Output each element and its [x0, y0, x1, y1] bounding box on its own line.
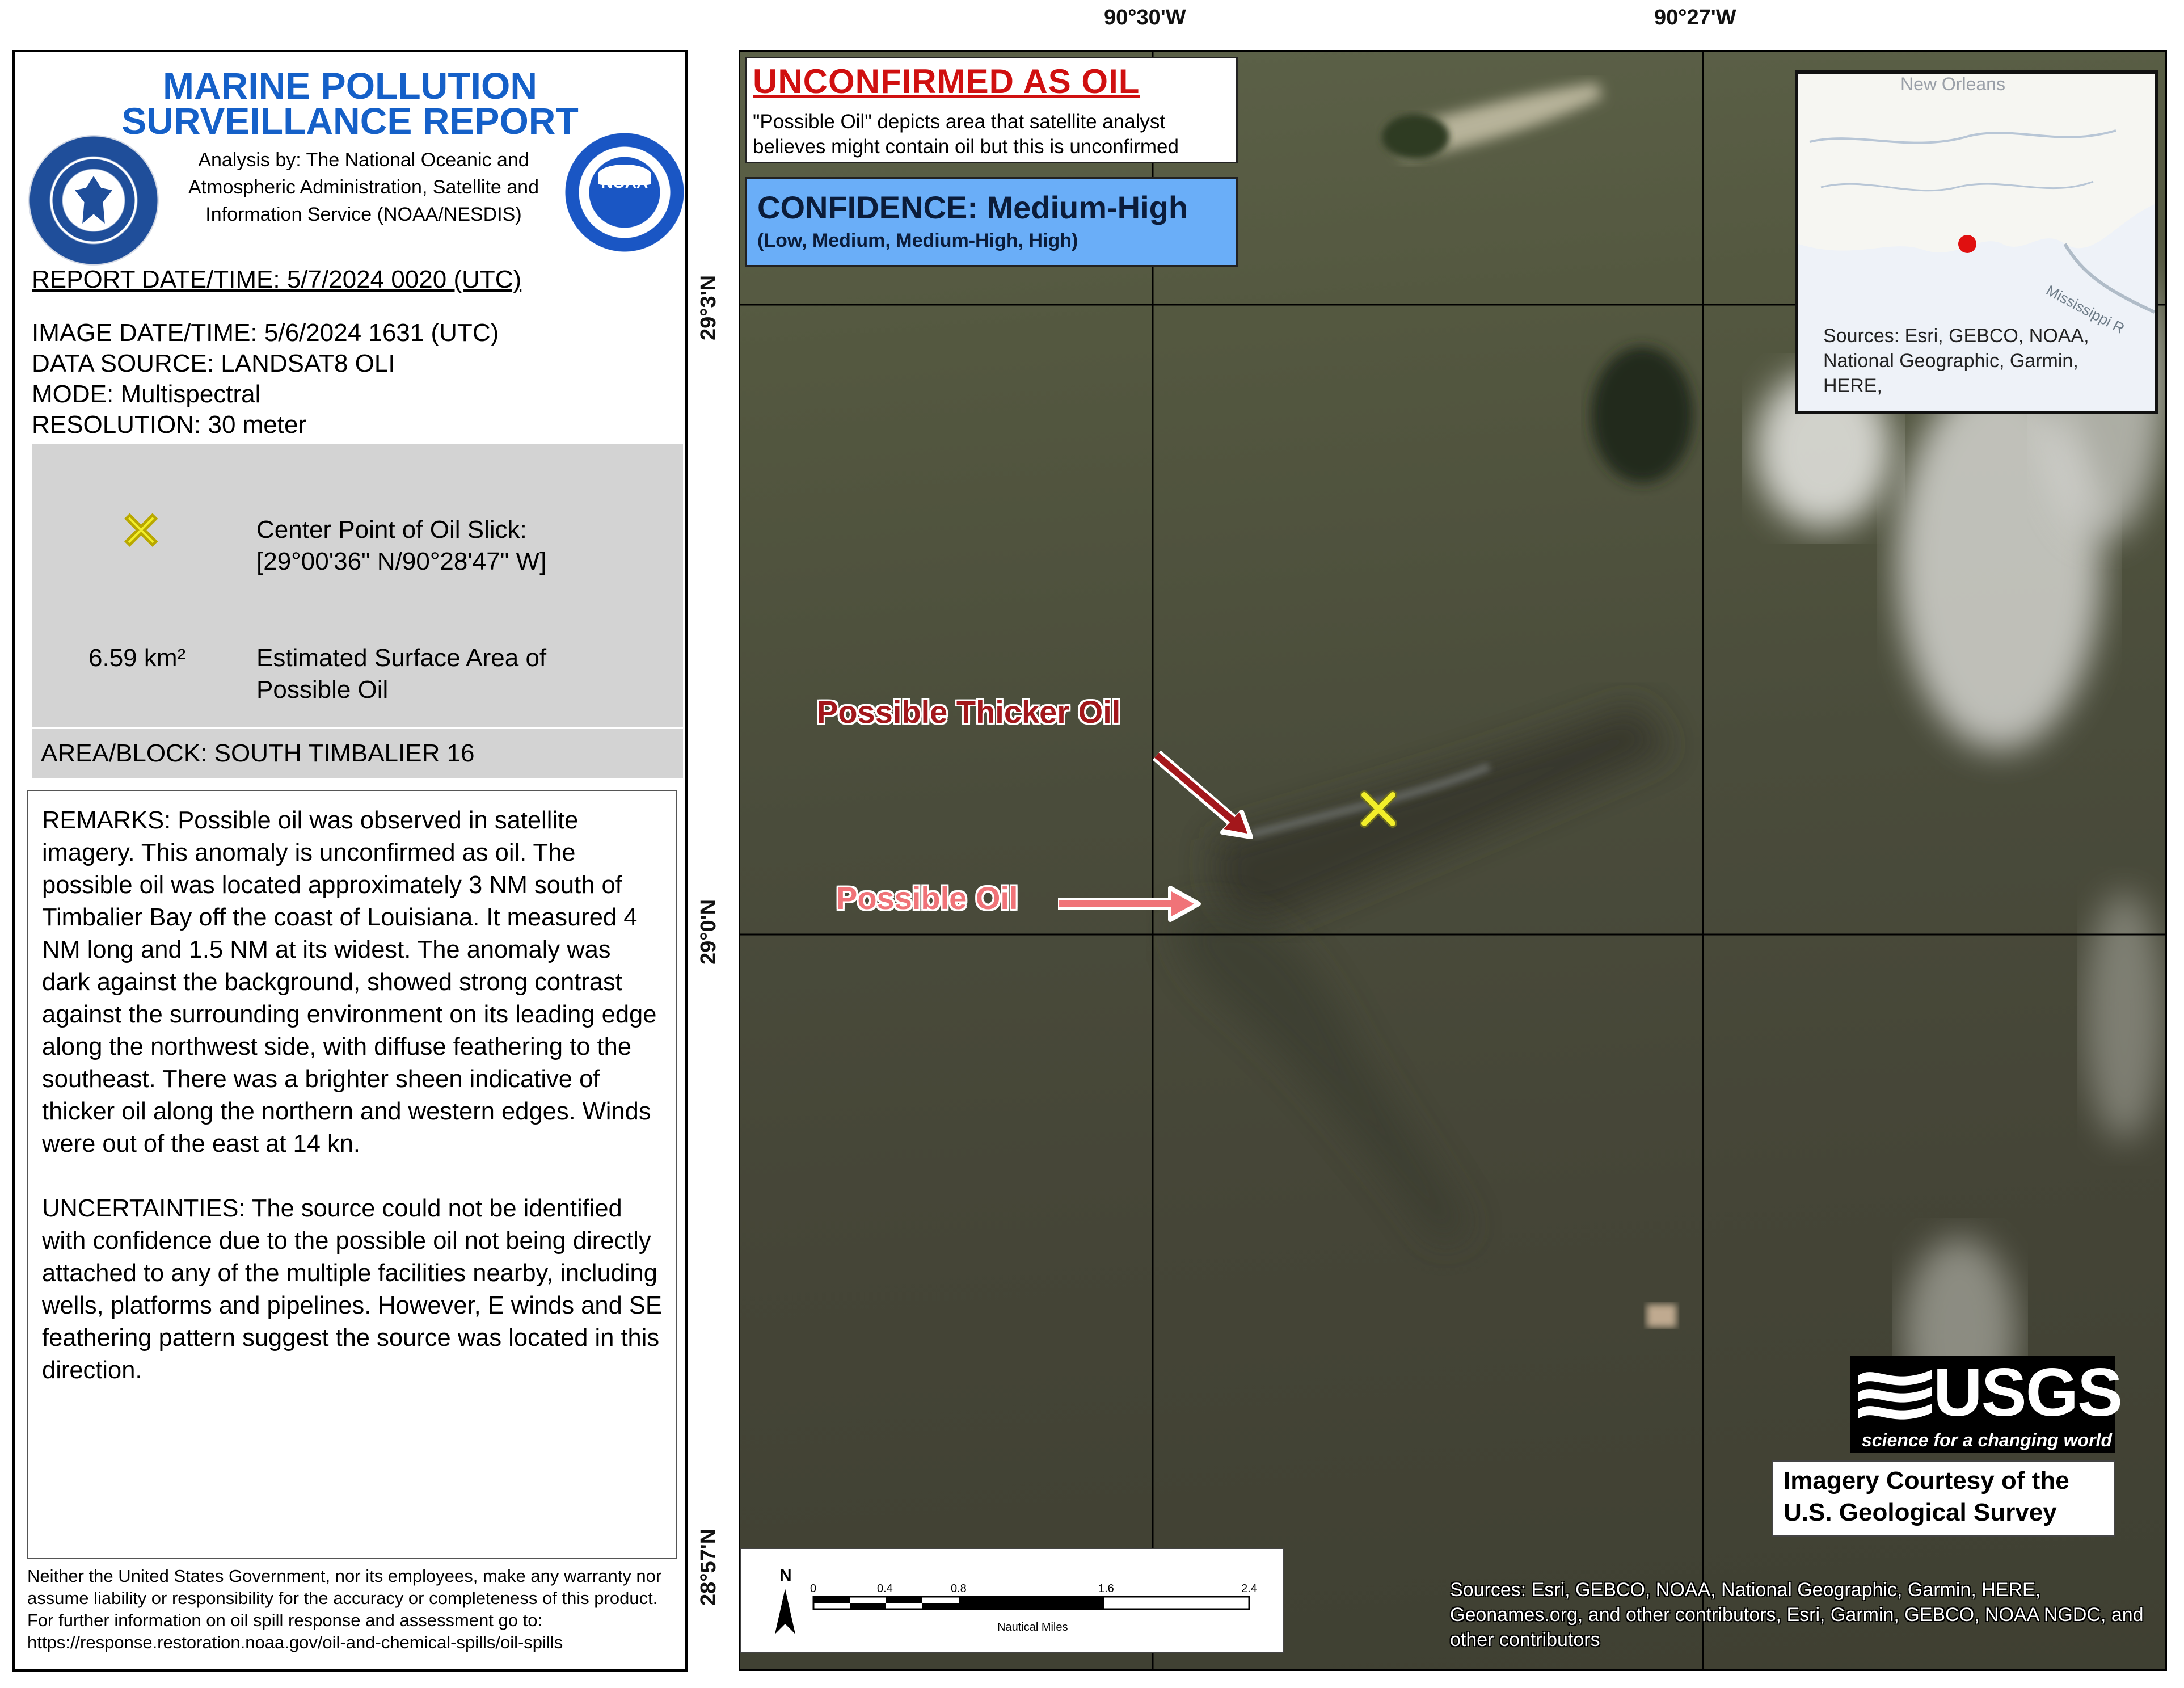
scale-tick-label: 2.4 [1241, 1582, 1257, 1595]
resolution: RESOLUTION: 30 meter [32, 411, 307, 439]
dark-patch [1591, 347, 1693, 483]
inset-city-label: New Orleans [1900, 74, 2005, 94]
center-point-marker-icon: ✕ [120, 503, 163, 560]
scale-tick-label: 0 [810, 1582, 817, 1595]
further-info-text: For further information on oil spill response and assessment go to: [27, 1610, 543, 1630]
latitude-label: 29°0'N [697, 899, 720, 965]
legend-area-label: Possible Oil [256, 676, 389, 704]
imagery-courtesy [1772, 1460, 2115, 1537]
image-info-block [32, 318, 499, 440]
map-sources: Sources: Esri, GEBCO, NOAA, National Geographic, Garmin, HERE, Geonames.org, and other contributors, Esri, Garmin, GEBCO, NOAA NGDC, and other contributors [1450, 1579, 2144, 1651]
thicker-oil-arrow [1157, 755, 1251, 837]
longitude-label: 90°27'W [1654, 6, 1736, 30]
usgs-wordmark: USGS [1933, 1354, 2122, 1430]
location-dot-icon [1958, 235, 1976, 253]
report-datetime: REPORT DATE/TIME: 5/7/2024 0020 (UTC) [32, 266, 522, 293]
noaa-logo-text: NOAA [601, 174, 648, 191]
remarks-text: REMARKS: Possible oil was observed in satellite imagery. This anomaly is unconfirmed as oil. The possible oil was located approximately 3 NM south of Timbalier Bay off the coast of Louisiana. It measured 4 NM long and 1.5 NM at its widest. The anomaly was dark against the background, showed strong contrast against the surrounding environment on its leading edge along the northwest side, with diffuse feathering to the southeast. There was a brighter sheen indicative of thicker oil along the northern and western edges. Winds were out of the east at 14 kn. [42, 807, 657, 1157]
latitude-label: 28°57'N [697, 1528, 720, 1606]
possible-oil-slick [1215, 704, 1671, 921]
unconfirmed-description-line: believes might contain oil but this is unconfirmed [753, 136, 1179, 158]
vegetation-patch [1381, 114, 1449, 159]
area-block-text: AREA/BLOCK: SOUTH TIMBALIER 16 [41, 739, 475, 767]
longitude-label: 90°30'W [1104, 6, 1186, 30]
noaa-logo-icon [564, 132, 685, 253]
platform [1647, 1304, 1676, 1327]
confidence-level: CONFIDENCE: Medium-High [757, 190, 1188, 225]
remarks-box [27, 790, 677, 1559]
report-title-line2: SURVEILLANCE REPORT [121, 100, 579, 142]
unconfirmed-description [753, 110, 1235, 159]
analysis-line: Atmospheric Administration, Satellite and [188, 176, 539, 198]
confidence-scale: (Low, Medium, Medium-High, High) [757, 230, 1078, 251]
scale-bar-graphic [741, 1549, 1283, 1652]
data-source: DATA SOURCE: LANDSAT8 OLI [32, 350, 395, 377]
legend-center-point-label: Center Point of Oil Slick: [256, 516, 527, 544]
legend-center-point-value: [29°00'36" N/90°28'47" W] [256, 548, 547, 575]
unconfirmed-description-line: "Possible Oil" depicts area that satellite analyst [753, 111, 1166, 133]
scale-tick-label: 1.6 [1098, 1582, 1114, 1595]
possible-thicker-oil-label: Possible Thicker Oil [817, 694, 1121, 730]
scale-unit-label: Nautical Miles [997, 1621, 1068, 1634]
north-arrow-icon [775, 1589, 795, 1634]
imaging-mode: MODE: Multispectral [32, 380, 261, 408]
scale-bar [740, 1548, 1284, 1653]
image-datetime: IMAGE DATE/TIME: 5/6/2024 1631 (UTC) [32, 319, 499, 347]
report-title-line1: MARINE POLLUTION [163, 65, 537, 107]
confidence-box [745, 177, 1238, 267]
possible-oil-label: Possible Oil [836, 880, 1018, 916]
courtesy-line: U.S. Geological Survey [1784, 1498, 2057, 1526]
legend-area-value: 6.59 km² [88, 644, 186, 672]
legend-box [32, 444, 683, 727]
analysis-line: Analysis by: The National Oceanic and [198, 149, 529, 171]
analysis-line: Information Service (NOAA/NESDIS) [205, 204, 522, 225]
area-block [32, 729, 683, 778]
report-panel [12, 50, 688, 1672]
usgs-logo [1850, 1354, 2122, 1453]
unconfirmed-notice [745, 57, 1238, 163]
courtesy-line: Imagery Courtesy of the [1784, 1467, 2069, 1495]
locator-inset-map[interactable] [1795, 70, 2158, 414]
analysis-credit [163, 146, 564, 228]
inset-sources: Sources: Esri, GEBCO, NOAA, National Geographic, Garmin, HERE, [1823, 325, 2089, 397]
scale-tick-label: 0.4 [877, 1582, 893, 1595]
uncertainties-text: UNCERTAINTIES: The source could not be identified with confidence due to the possible oil not being directly attached to any of the multiple facilities nearby, including wells, platforms and pipelines. However, E winds and SE feathering pattern suggest the source was located in this direction. [42, 1195, 662, 1384]
scale-tick-label: 0.8 [951, 1582, 967, 1595]
cloud [2085, 891, 2164, 1141]
legend-area-label: Estimated Surface Area of [256, 644, 547, 672]
inset-river-label: Mississippi R [2043, 281, 2128, 337]
department-of-commerce-seal-icon [28, 135, 159, 266]
latitude-label: 29°3'N [697, 275, 720, 340]
possible-oil-arrow [1058, 888, 1199, 920]
info-url-link[interactable]: https://response.restoration.noaa.gov/oil-and-chemical-spills/oil-spills [27, 1632, 563, 1652]
north-arrow-label: N [779, 1566, 792, 1585]
disclaimer [27, 1565, 680, 1653]
disclaimer-text: Neither the United States Government, nor its employees, make any warranty nor assume liability or responsibility for the accuracy or completeness of this product. [27, 1566, 662, 1608]
unconfirmed-title: UNCONFIRMED AS OIL [753, 62, 1140, 100]
usgs-wave-icon [1858, 1364, 1932, 1426]
usgs-tagline: science for a changing world [1862, 1430, 2112, 1450]
possible-oil-feathering [1176, 908, 1472, 1243]
